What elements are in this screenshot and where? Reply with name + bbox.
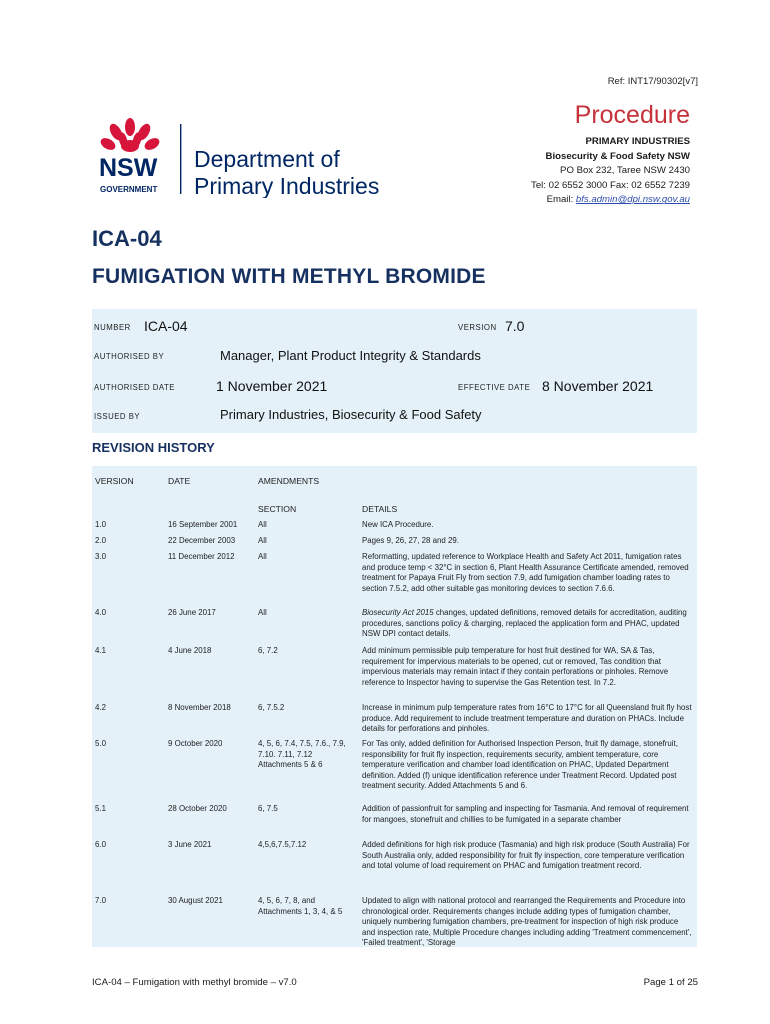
row-version: 7.0 [95,896,106,905]
email-link[interactable]: bfs.admin@dpi.nsw.gov.au [575,194,690,206]
row-date: 30 August 2021 [168,896,223,905]
row-section: All [258,536,267,545]
row-date: 11 December 2012 [168,552,235,561]
row-details: Reformatting, updated reference to Workplace Health and Safety Act 2011, fumigation rates and produce temp < 32°C in section 6, Plant Health Assurance Certificate amended, removed treatment for Papaya Fruit Fly from section 7.9, add fumigation chamber loading rates to section 7.5.2, add other suitable gas monitoring devices to section 7.6.6. [362,552,689,593]
authorised-by-label: AUTHORISED BY [94,352,165,361]
col-header-date: DATE [168,476,191,486]
waratah-logo-icon [94,118,444,198]
procedure-label: Procedure [574,101,690,129]
row-date: 28 October 2020 [168,804,227,813]
org-line1: PRIMARY INDUSTRIES [585,136,690,147]
row-details: Pages 9, 26, 27, 28 and 29. [362,536,459,545]
footer-page-number: Page 1 of 25 [643,977,698,988]
document-metadata-panel [92,309,697,433]
row-date: 3 June 2021 [168,840,212,849]
row-details: Add minimum permissible pulp temperature for host fruit destined for WA, SA & Tas, requirement for impervious materials to be opened, cut or removed, Tas condition that impervious materials may remain intact if they contain perforations or pinholes. Remove reference to Inspector having to supervise the Gas Retention test. In 7.2. [362,646,669,687]
row-date: 8 November 2018 [168,703,231,712]
issued-by-label: ISSUED BY [94,412,141,421]
document-title: FUMIGATION WITH METHYL BROMIDE [92,265,486,288]
row-version: 4.1 [95,646,106,655]
org-line2: Biosecurity & Food Safety NSW [545,150,690,162]
logo-dept-line1: Department of [194,146,340,172]
logo-nsw-text: NSW [99,154,158,182]
row-details: Increase in minimum pulp temperature rates from 16°C to 17°C for all Queensland fruit fly host produce. Add requirement to include treatment temperature and duration on PHACs. Include details for perforations and pinholes. [362,703,692,734]
row-version: 1.0 [95,520,106,529]
logo-dept-line2: Primary Industries [194,173,380,198]
org-address: PO Box 232, Taree NSW 2430 [560,165,690,177]
row-details: Updated to align with national protocol and rearranged the Requirements and Procedure into chronological order. Requirements changes include adding types of fumigation chamber, uniquely numbering fumigation chambers, pre-treatment for inspection of high risk produce and inspection rate, Multiple Procedure changes including adding 'Treatment commencement', 'Failed treatment', 'Storage [362,896,692,947]
row-section: 6, 7.5.2 [258,703,285,712]
number-label: NUMBER [94,323,131,332]
col-header-details: DETAILS [362,504,398,514]
authorised-date-value: 1 November 2021 [216,378,328,394]
revision-history-table [92,466,697,947]
row-version: 3.0 [95,552,106,561]
logo-government-text: GOVERNMENT [100,185,158,194]
issued-by-value: Primary Industries, Biosecurity & Food Safety [220,407,482,422]
row-version: 4.0 [95,608,106,617]
row-section: All [258,608,267,617]
row-details: Added definitions for high risk produce (Tasmania) and high risk produce (South Australia) For South Australia only, added responsibility for fruit fly inspection, core temperature verification and total volume of load requirement on PHAC and fumigation treatment record. [362,840,690,871]
row-details: Addition of passionfruit for sampling and inspecting for Tasmania. And removal of requirement for mangoes, stonefruit and chillies to be fumigated in a separate chamber [362,804,689,824]
row-details: For Tas only, added definition for Authorised Inspection Person, fruit fly damage, stonefruit, responsibility for fruit fly inspection, requirements security, ambient temperature, core temperature verification and chamber load identification on PHAC, Updated Department definition. Added (f) unique identification reference under Treatment Record. Updated post treatment security. Added Attachments 5 and 6. [362,739,678,791]
col-header-version: VERSION [95,476,134,486]
row-version: 4.2 [95,703,106,712]
row-details-italic: Biosecurity Act 2015 [362,608,434,617]
authorised-by-value: Manager, Plant Product Integrity & Standards [220,348,481,363]
row-version: 5.0 [95,739,106,748]
row-section: All [258,520,267,529]
row-section: 4, 5, 6, 7.4, 7.5, 7.6., 7.9, 7.10. 7.11, 7.12 Attachments 5 & 6 [258,739,346,770]
row-section: 6, 7.2 [258,646,278,655]
row-section: All [258,552,267,561]
footer-document-name: ICA-04 – Fumigation with methyl bromide – v7.0 [92,977,297,988]
effective-date-label: EFFECTIVE DATE [458,383,531,392]
row-date: 26 June 2017 [168,608,216,617]
row-details [362,608,692,640]
email-label: Email: [546,194,574,206]
version-label: VERSION [458,323,497,332]
org-email-row [531,193,690,208]
row-date: 16 September 2001 [168,520,238,529]
document-reference: Ref: INT17/90302[v7] [607,76,698,87]
organisation-contact [531,135,690,208]
org-phones: Tel: 02 6552 3000 Fax: 02 6552 7239 [531,179,690,191]
row-details: New ICA Procedure. [362,520,434,529]
row-version: 2.0 [95,536,106,545]
row-version: 6.0 [95,840,106,849]
revision-history-heading: REVISION HISTORY [92,440,215,455]
row-date: 22 December 2003 [168,536,236,545]
row-date: 9 October 2020 [168,739,223,748]
row-date: 4 June 2018 [168,646,212,655]
nsw-dpi-logo [94,118,444,198]
col-header-amendments: AMENDMENTS [258,476,320,486]
col-header-section: SECTION [258,504,297,514]
effective-date-value: 8 November 2021 [542,378,654,394]
version-value: 7.0 [505,318,525,334]
row-section: 4, 5, 6, 7, 8, and Attachments 1, 3, 4, & 5 [258,896,343,916]
row-version: 5.1 [95,804,106,813]
row-section: 4,5,6,7.5,7.12 [258,840,307,849]
row-section: 6, 7.5 [258,804,278,813]
authorised-date-label: AUTHORISED DATE [94,383,175,392]
row-details-text: changes, updated definitions, removed details for accreditation, auditing procedures, sanctions policy & charging, replaced the application form and PHAC, updated NSW DPI contact details. [362,608,687,639]
number-value: ICA-04 [144,318,188,334]
document-id: ICA-04 [92,226,162,251]
